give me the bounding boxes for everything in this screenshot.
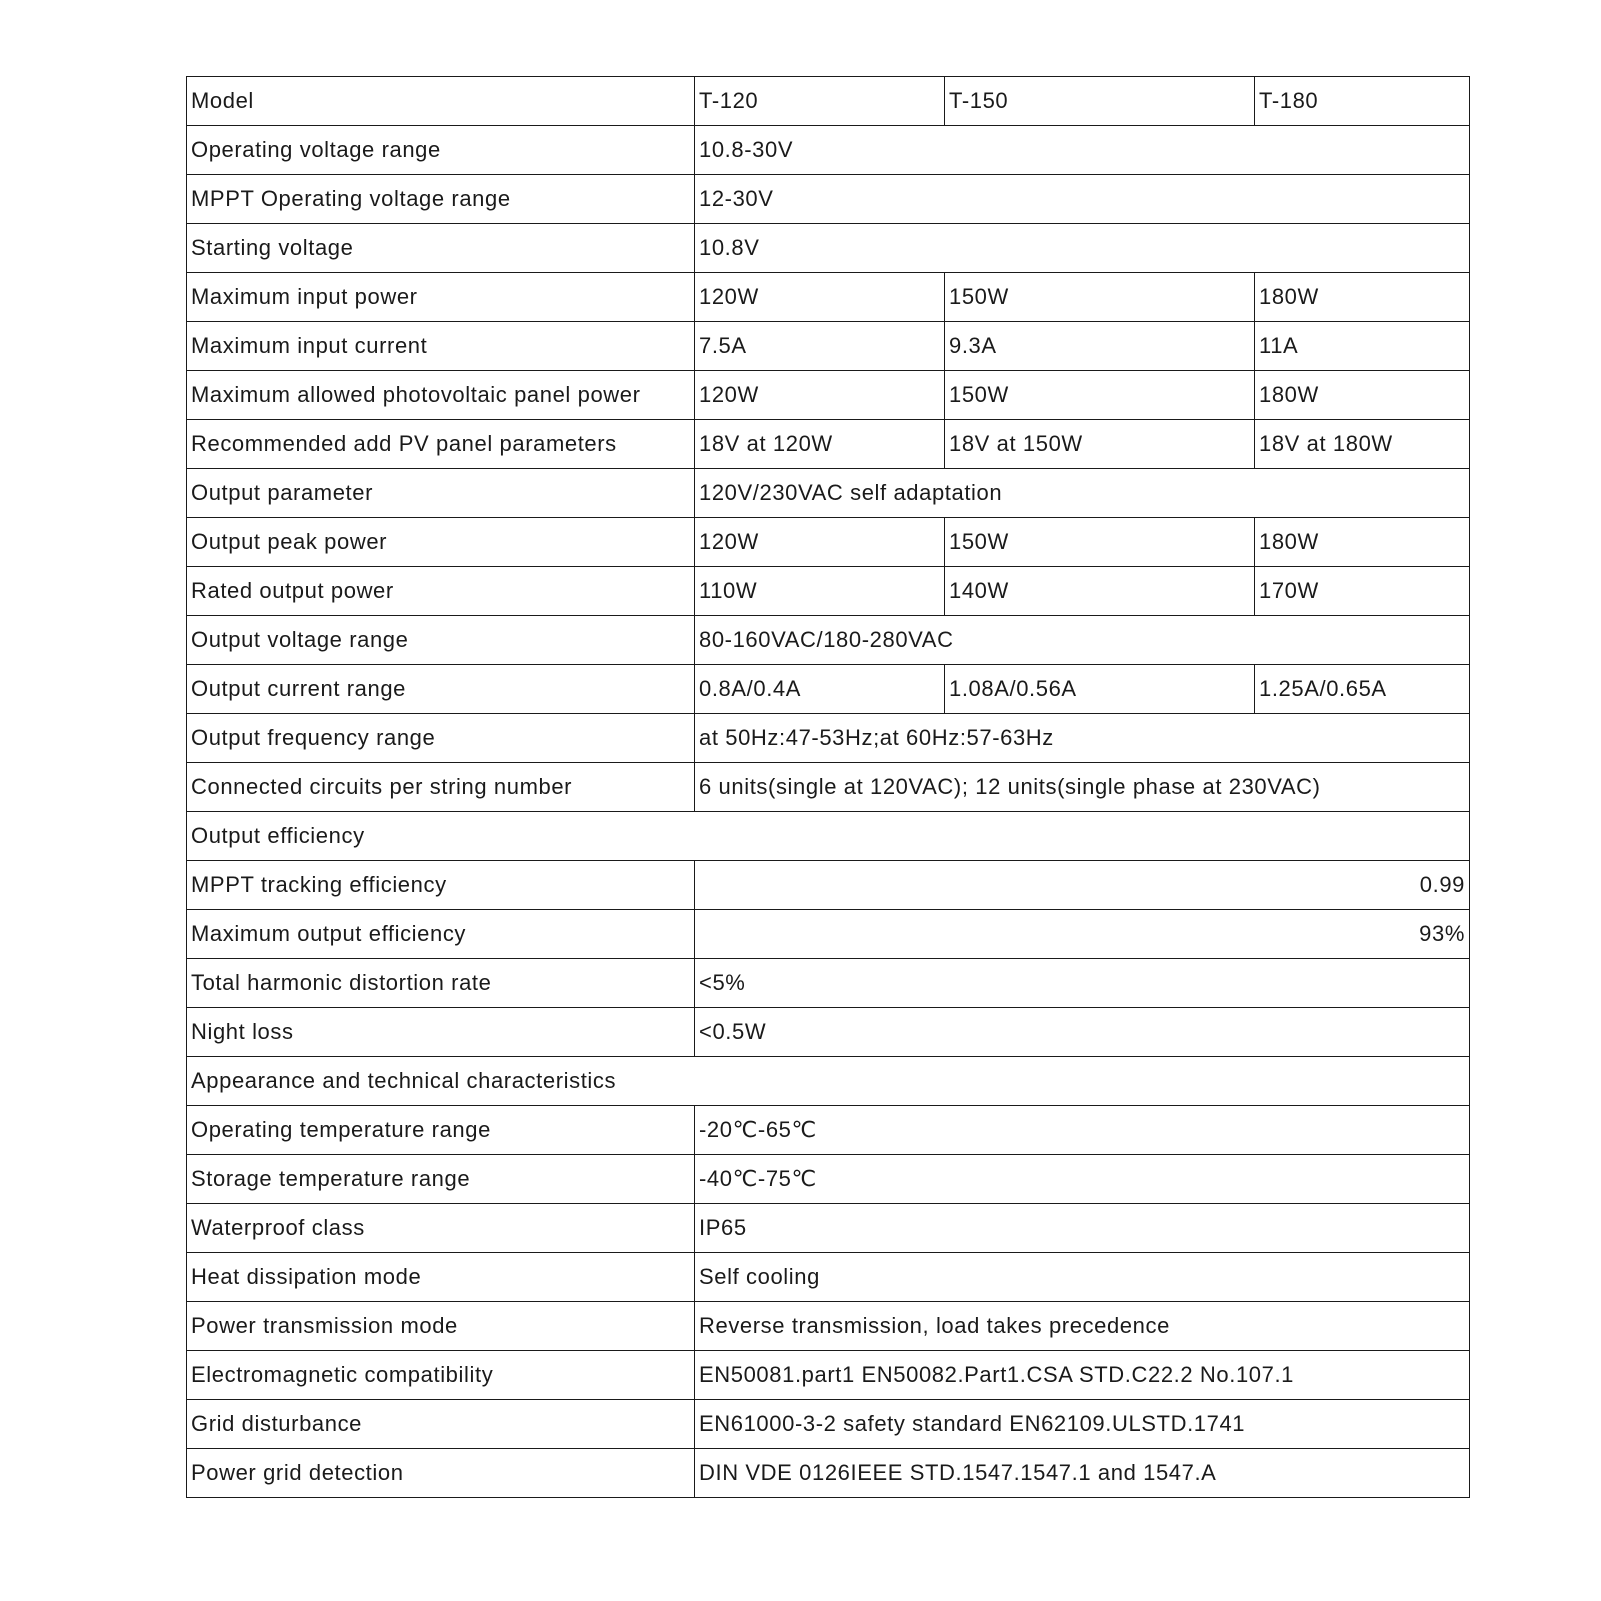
spec-row-output-peak-power [187, 518, 1470, 567]
spec-label: Storage temperature range [187, 1155, 695, 1204]
spec-value: Self cooling [695, 1253, 1470, 1302]
spec-row-mppt-tracking-efficiency [187, 861, 1470, 910]
spec-label: Heat dissipation mode [187, 1253, 695, 1302]
spec-row-operating-voltage-range [187, 126, 1470, 175]
spec-row-electromagnetic-compatibility [187, 1351, 1470, 1400]
spec-value-model-2: 18V at 150W [945, 420, 1255, 469]
spec-row-heat-dissipation-mode [187, 1253, 1470, 1302]
spec-label: Maximum input power [187, 273, 695, 322]
spec-value-model-1: T-120 [695, 77, 945, 126]
spec-value-model-3: 180W [1255, 273, 1470, 322]
spec-value: 12-30V [695, 175, 1470, 224]
spec-label: Power grid detection [187, 1449, 695, 1498]
spec-row-operating-temperature-range [187, 1106, 1470, 1155]
spec-table-body [187, 77, 1470, 1498]
spec-value-model-3: 18V at 180W [1255, 420, 1470, 469]
spec-value: Reverse transmission, load takes precedence [695, 1302, 1470, 1351]
spec-value-model-3: 1.25A/0.65A [1255, 665, 1470, 714]
spec-label: Output current range [187, 665, 695, 714]
spec-value: at 50Hz:47-53Hz;at 60Hz:57-63Hz [695, 714, 1470, 763]
spec-label: Recommended add PV panel parameters [187, 420, 695, 469]
spec-label: Maximum input current [187, 322, 695, 371]
spec-row-power-grid-detection [187, 1449, 1470, 1498]
spec-row-output-voltage-range [187, 616, 1470, 665]
spec-row-grid-disturbance [187, 1400, 1470, 1449]
spec-value-model-1: 0.8A/0.4A [695, 665, 945, 714]
spec-label: Operating voltage range [187, 126, 695, 175]
spec-value-model-2: 1.08A/0.56A [945, 665, 1255, 714]
spec-value-model-2: 150W [945, 518, 1255, 567]
spec-row-storage-temperature-range [187, 1155, 1470, 1204]
spec-label: Electromagnetic compatibility [187, 1351, 695, 1400]
spec-value: EN61000-3-2 safety standard EN62109.ULSTD.1741 [695, 1400, 1470, 1449]
spec-row-output-frequency-range [187, 714, 1470, 763]
spec-row-output-current-range [187, 665, 1470, 714]
spec-value: 120V/230VAC self adaptation [695, 469, 1470, 518]
spec-value: DIN VDE 0126IEEE STD.1547.1547.1 and 1547.A [695, 1449, 1470, 1498]
spec-label: Maximum output efficiency [187, 910, 695, 959]
section-row-output-efficiency [187, 812, 1470, 861]
spec-row-starting-voltage [187, 224, 1470, 273]
spec-value-model-2: 150W [945, 371, 1255, 420]
spec-value: 80-160VAC/180-280VAC [695, 616, 1470, 665]
spec-value-model-3: 11A [1255, 322, 1470, 371]
spec-value: IP65 [695, 1204, 1470, 1253]
spec-label: Model [187, 77, 695, 126]
spec-row-recommended-add-pv-panel-parameters [187, 420, 1470, 469]
spec-label: MPPT Operating voltage range [187, 175, 695, 224]
spec-label: Night loss [187, 1008, 695, 1057]
spec-table [186, 76, 1470, 1498]
spec-value: -20℃-65℃ [695, 1106, 1470, 1155]
spec-row-total-harmonic-distortion-rate [187, 959, 1470, 1008]
spec-row-maximum-input-current [187, 322, 1470, 371]
spec-row-maximum-input-power [187, 273, 1470, 322]
spec-label: Grid disturbance [187, 1400, 695, 1449]
spec-value-model-2: 9.3A [945, 322, 1255, 371]
spec-value: -40℃-75℃ [695, 1155, 1470, 1204]
spec-label: Output frequency range [187, 714, 695, 763]
section-heading: Output efficiency [187, 812, 1470, 861]
spec-value-model-1: 120W [695, 273, 945, 322]
spec-value-model-1: 120W [695, 371, 945, 420]
spec-value: EN50081.part1 EN50082.Part1.CSA STD.C22.2 No.107.1 [695, 1351, 1470, 1400]
spec-label: Output parameter [187, 469, 695, 518]
spec-row-night-loss [187, 1008, 1470, 1057]
spec-row-maximum-output-efficiency [187, 910, 1470, 959]
section-row-appearance-and-technical-characteristics [187, 1057, 1470, 1106]
spec-label: Output voltage range [187, 616, 695, 665]
spec-value-model-1: 120W [695, 518, 945, 567]
spec-value-model-1: 18V at 120W [695, 420, 945, 469]
spec-value-model-2: T-150 [945, 77, 1255, 126]
spec-row-mppt-operating-voltage-range [187, 175, 1470, 224]
spec-label: Maximum allowed photovoltaic panel power [187, 371, 695, 420]
spec-label: Connected circuits per string number [187, 763, 695, 812]
spec-value: 10.8V [695, 224, 1470, 273]
spec-label: Starting voltage [187, 224, 695, 273]
spec-row-connected-circuits-per-string-number [187, 763, 1470, 812]
spec-row-rated-output-power [187, 567, 1470, 616]
spec-label: Output peak power [187, 518, 695, 567]
spec-value-model-3: 180W [1255, 371, 1470, 420]
spec-row-maximum-allowed-photovoltaic-panel-power [187, 371, 1470, 420]
spec-value: 0.99 [695, 861, 1470, 910]
spec-label: Operating temperature range [187, 1106, 695, 1155]
spec-value-model-1: 110W [695, 567, 945, 616]
spec-label: Rated output power [187, 567, 695, 616]
spec-value-model-3: 180W [1255, 518, 1470, 567]
spec-label: Total harmonic distortion rate [187, 959, 695, 1008]
section-heading: Appearance and technical characteristics [187, 1057, 1470, 1106]
spec-row-model [187, 77, 1470, 126]
spec-row-waterproof-class [187, 1204, 1470, 1253]
spec-row-output-parameter [187, 469, 1470, 518]
spec-label: MPPT tracking efficiency [187, 861, 695, 910]
spec-value-model-3: 170W [1255, 567, 1470, 616]
spec-value: <5% [695, 959, 1470, 1008]
spec-label: Power transmission mode [187, 1302, 695, 1351]
spec-value: <0.5W [695, 1008, 1470, 1057]
spec-value: 10.8-30V [695, 126, 1470, 175]
spec-label: Waterproof class [187, 1204, 695, 1253]
spec-value-model-2: 150W [945, 273, 1255, 322]
spec-value-model-1: 7.5A [695, 322, 945, 371]
spec-row-power-transmission-mode [187, 1302, 1470, 1351]
spec-value-model-3: T-180 [1255, 77, 1470, 126]
spec-value: 93% [695, 910, 1470, 959]
spec-value-model-2: 140W [945, 567, 1255, 616]
spec-value: 6 units(single at 120VAC); 12 units(single phase at 230VAC) [695, 763, 1470, 812]
